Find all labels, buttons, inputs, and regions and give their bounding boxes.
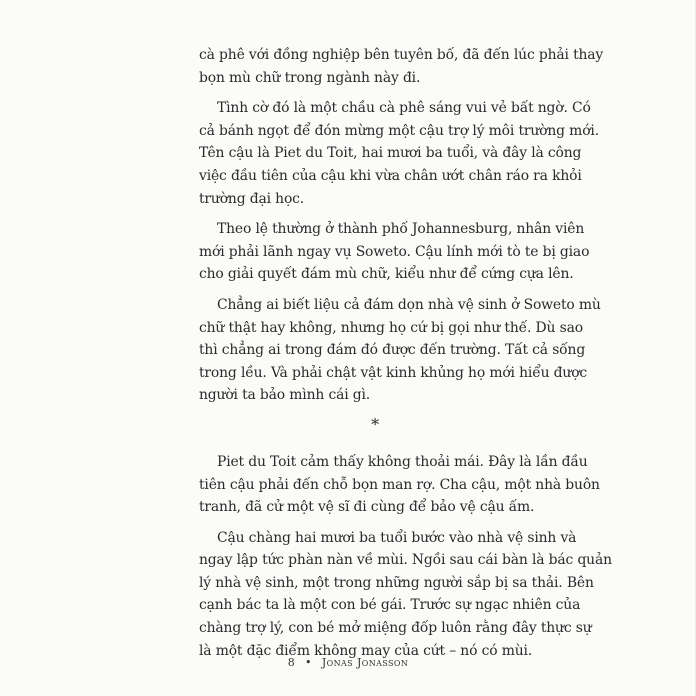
text-line: Chẳng ai biết liệu cả đám dọn nhà vệ sinh ở Soweto mù <box>217 296 601 313</box>
text-line: chữ thật hay không, nhưng họ cứ bị gọi như thế. Dù sao <box>199 319 583 336</box>
text-line: Cậu chàng hai mươi ba tuổi bước vào nhà vệ sinh và <box>217 529 577 546</box>
text-line: bọn mù chữ trong ngành này đi. <box>199 69 421 86</box>
text-line: Piet du Toit cảm thấy không thoải mái. Đây là lần đầu <box>217 453 588 470</box>
paragraph <box>199 97 599 210</box>
paragraph <box>199 451 600 519</box>
paragraph <box>199 294 601 407</box>
text-line: trong lều. Và phải chật vật kinh khủng họ mới hiểu được <box>199 364 588 381</box>
paragraph-gap <box>199 286 551 294</box>
page-footer <box>0 656 696 669</box>
body-text <box>199 44 612 662</box>
text-line: Theo lệ thường ở thành phố Johannesburg, nhân viên <box>217 221 585 238</box>
text-line: tiên cậu phải đến chỗ bọn man rợ. Cha cậu, một nhà buôn <box>199 476 600 493</box>
text-line: cả bánh ngọt để đón mừng một cậu trợ lý môi trường mới. <box>199 122 599 139</box>
paragraph <box>199 218 590 286</box>
text-line: lý nhà vệ sinh, một trong những người sắp bị sa thải. Bên <box>199 574 594 591</box>
text-line: tranh, đã cử một vệ sĩ đi cùng để bảo vệ cậu ấm. <box>199 499 535 516</box>
footer-separator: • <box>305 656 312 669</box>
text-line: Tình cờ đó là một chầu cà phê sáng vui vẻ bất ngờ. Có <box>217 100 591 117</box>
text-section-bottom <box>199 451 612 662</box>
text-line: cho giải quyết đám mù chữ, kiểu như để cứng cựa lên. <box>199 266 574 283</box>
page-number: 8 <box>287 656 296 669</box>
text-line: việc đầu tiên của cậu khi vừa chân ướt chân ráo ra khỏi <box>199 167 582 184</box>
text-line: mới phải lãnh ngay vụ Soweto. Cậu lính mới tò te bị giao <box>199 243 590 260</box>
text-line: người ta bảo mình cái gì. <box>199 387 371 404</box>
section-divider: * <box>371 414 379 434</box>
paragraph-gap <box>199 210 551 218</box>
text-line: cà phê với đồng nghiệp bên tuyên bố, đã đến lúc phải thay <box>199 47 604 63</box>
text-line: cạnh bác ta là một con bé gái. Trước sự ngạc nhiên của <box>199 597 581 614</box>
text-section-top <box>199 44 604 407</box>
author-name: Jonas Jonasson <box>321 656 409 669</box>
text-line: thì chẳng ai trong đám đó được đến trường. Tất cả sống <box>199 342 586 359</box>
paragraph-gap <box>199 89 551 97</box>
text-line: chàng trợ lý, con bé mở miệng đốp luôn rằng đây thực sự <box>199 620 592 637</box>
text-line: ngay lập tức phàn nàn về mùi. Ngồi sau cái bàn là bác quản <box>199 552 612 569</box>
text-line: là một đặc điểm không may của cứt – nó có mùi. <box>199 642 533 659</box>
paragraph-gap <box>199 519 551 527</box>
text-line: Tên cậu là Piet du Toit, hai mươi ba tuổi, và đây là công <box>199 145 582 162</box>
paragraph <box>199 527 612 663</box>
text-line: trường đại học. <box>199 190 305 207</box>
paragraph <box>199 44 604 89</box>
